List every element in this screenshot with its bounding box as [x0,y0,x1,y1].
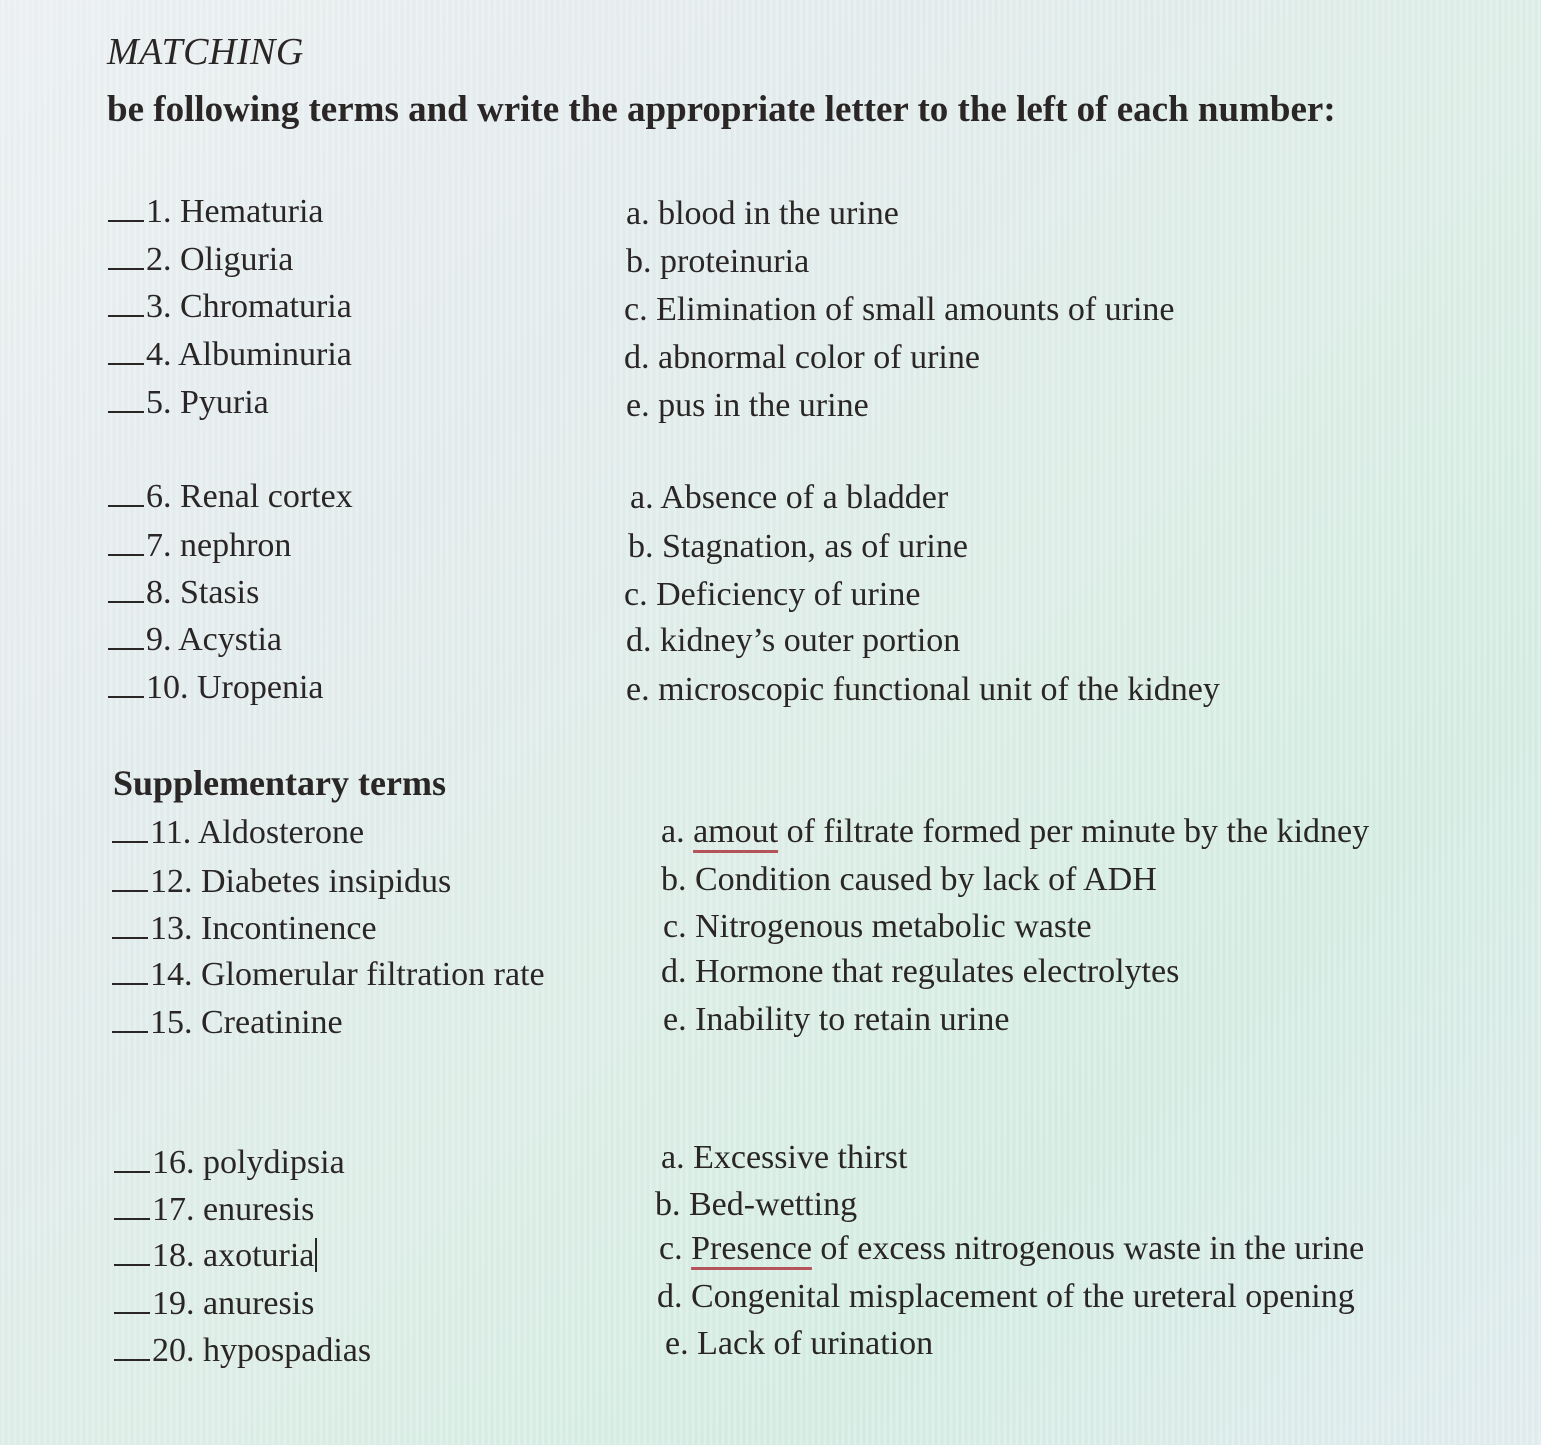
definition-d: d. Hormone that regulates electrolytes [661,953,1180,990]
definition-a: a. Excessive thirst [661,1139,908,1176]
definition-e: e. Inability to retain urine [663,1001,1010,1038]
answer-blank[interactable] [114,1236,150,1266]
answer-blank[interactable] [108,620,144,650]
text-cursor [315,1238,317,1272]
definition-b: b. Condition caused by lack of ADH [661,861,1157,898]
answer-blank[interactable] [108,335,144,365]
term-6: 6. Renal cortex [108,477,353,514]
definition-d: d. Congenital misplacement of the ureteral opening [657,1278,1355,1315]
answer-blank[interactable] [108,477,144,507]
term-18: 18. axoturia [114,1236,317,1273]
term-11: 11. Aldosterone [112,813,364,850]
answer-blank[interactable] [108,287,144,317]
answer-blank[interactable] [108,573,144,603]
definition-e: e. Lack of urination [665,1325,934,1362]
answer-blank[interactable] [108,383,144,413]
answer-blank[interactable] [112,862,148,892]
term-12: 12. Diabetes insipidus [112,862,451,899]
definition-e: e. pus in the urine [626,387,869,424]
definition-d: d. abnormal color of urine [624,339,980,376]
definition-a: a. amout of filtrate formed per minute by the kidney [661,813,1370,850]
answer-blank[interactable] [112,1003,148,1033]
answer-blank[interactable] [114,1143,150,1173]
definition-c: c. Presence of excess nitrogenous waste in the urine [659,1230,1365,1267]
term-3: 3. Chromaturia [108,287,352,324]
definition-a: a. Absence of a bladder [630,479,949,516]
answer-blank[interactable] [108,526,144,556]
term-9: 9. Acystia [108,620,282,657]
term-20: 20. hypospadias [114,1331,371,1368]
definition-c: c. Deficiency of urine [624,576,921,613]
answer-blank[interactable] [112,909,148,939]
instructions: be following terms and write the appropriate letter to the left of each number: [107,89,1336,130]
definition-e: e. microscopic functional unit of the kidney [626,671,1220,708]
term-2: 2. Oliguria [108,240,293,277]
term-8: 8. Stasis [108,573,259,610]
spellcheck-flagged-word[interactable]: amout [693,813,779,850]
term-16: 16. polydipsia [114,1143,345,1180]
spellcheck-flagged-word[interactable]: Presence [691,1230,812,1267]
definition-c: c. Nitrogenous metabolic waste [663,908,1092,945]
answer-blank[interactable] [114,1284,150,1314]
definition-b: b. Bed-wetting [655,1186,858,1223]
definition-a: a. blood in the urine [626,195,899,232]
section-heading: Supplementary terms [113,763,446,803]
answer-blank[interactable] [114,1331,150,1361]
term-7: 7. nephron [108,526,291,563]
term-19: 19. anuresis [114,1284,314,1321]
answer-blank[interactable] [112,955,148,985]
term-13: 13. Incontinence [112,909,377,946]
answer-blank[interactable] [108,240,144,270]
term-1: 1. Hematuria [108,192,324,229]
definition-b: b. proteinuria [626,243,810,280]
term-15: 15. Creatinine [112,1003,343,1040]
definition-d: d. kidney’s outer portion [626,622,961,659]
definition-b: b. Stagnation, as of urine [628,528,968,565]
answer-blank[interactable] [108,192,144,222]
answer-blank[interactable] [114,1190,150,1220]
answer-blank[interactable] [112,813,148,843]
term-17: 17. enuresis [114,1190,314,1227]
definition-c: c. Elimination of small amounts of urine [624,291,1175,328]
page-title: MATCHING [107,31,304,73]
term-10: 10. Uropenia [108,668,324,705]
term-4: 4. Albuminuria [108,335,352,372]
answer-blank[interactable] [108,668,144,698]
term-14: 14. Glomerular filtration rate [112,955,545,992]
term-5: 5. Pyuria [108,383,269,420]
